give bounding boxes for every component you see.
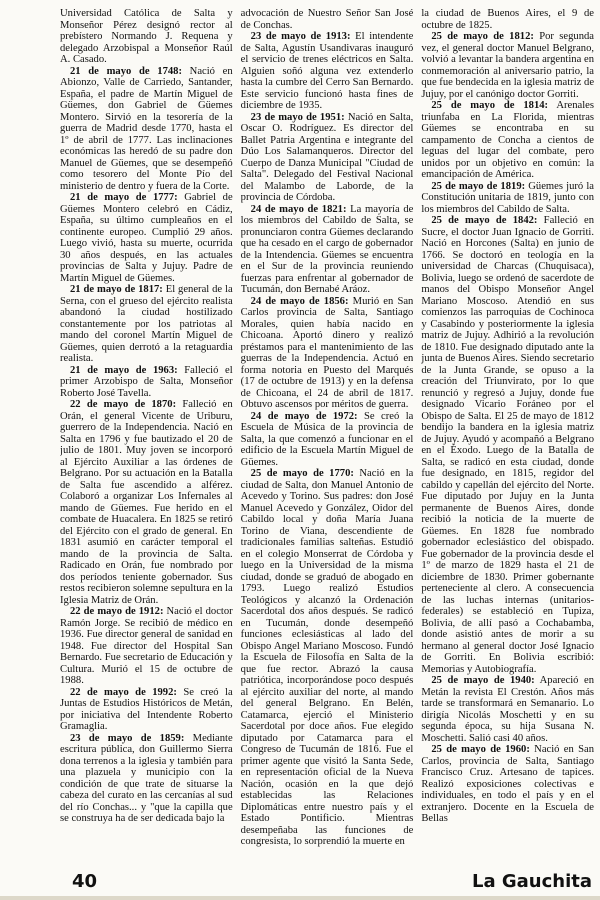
chronology-entry <box>421 181 594 216</box>
entry-date: 24 de mayo de 1821: <box>250 203 347 215</box>
entry-date: 21 de mayo de 1748: <box>70 65 182 77</box>
entry-text: Nació en San Carlos, provincia de Salta, Santiago Francisco Cruz. Artesano de tapices. Realizó exposiciones colectivas e individuales, en todo el país y en el extranjero. Docente en la Escuela de Bellas <box>421 744 595 824</box>
page-number: 40 <box>72 871 98 892</box>
entry-date: 24 de mayo de 1856: <box>250 295 349 307</box>
column-1 <box>60 8 233 864</box>
entry-date: 22 de mayo de 1870: <box>70 399 177 410</box>
chronology-entry <box>241 204 414 296</box>
entry-text: El intendente de Salta, Agustín Usandivaras inauguró el servicio de trenes eléctricos en Salta. Alguien soñó alguna vez extenderlo hasta la cumbre del Cerro San Bernardo. Este servicio funcionó hasta fines de diciembre de 1935. <box>240 31 414 111</box>
chronology-entry <box>60 733 233 825</box>
chronology-entry <box>60 8 233 66</box>
entry-text: Arenales triunfaba en La Florida, mientras Güemes se encontraba en su campamento de Concha a cientos de leguas del lugar del combate, pero unidos por un objetivo en común: la emancipación de América. <box>421 100 595 180</box>
entry-text: Falleció en Sucre, el doctor Juan Ignacio de Gorriti. Nació en Horcones (Salta) en junio de 1766. Se doctoró en teología en la universidad de Charcas (Chuquisaca), Bolivia, luego se ordenó de sacerdote de manos del Obispo Monseñor Angel Mariano Moscoso. Atendió en sus comienzos las parroquias de Cochinoca y Casabindo y posteriormente la iglesia matriz de Jujuy. Adhirió a la revolución de 1810. Fue designado diputado ante la junta de Buenos Aires. Siendo secretario de la Junta Grande, se opuso a la creación del Triunvirato, por lo que renunció y regresó a Jujuy, donde fue designado Vicario Foráneo por el Obispo de Salta. El 25 de mayo de 1812 bendijo la bandera en la iglesia matriz de Jujuy. Ayudó y acompañó a Belgrano en el Éxodo. Luego de la Batalla de Salta, se radicó en esta ciudad, donde fue designado, en 1815, regidor del cabildo y capellán del ejército del Norte. Fue diputado por Jujuy en la Junta permanente de Buenos Aires, donde recibió la noticia de la muerte de Güemes. En 1828 fue nombrado gobernador eclesiástico del obispado. Fue gobernador de la provincia desde el 1º de marzo de 1829 hasta el 21 de diciembre de 1830. Primer gobernante perteneciente al clero. A consecuencia de las luchas internas (unitarios-federales) se estableció en Tupiza, Bolivia, de allí pasó a Cochabamba, donde asistió antes de morir a su hermano al general doctor José Ignacio de Gorriti. En Bolivia escribió: Memorias y Autobiografía. <box>421 215 595 675</box>
chronology-entry <box>421 675 594 744</box>
entry-text: Universidad Católica de Salta y Monseñor Pérez designó rector al prebístero Normando J. Requena y delegado Arzobispal a Monseñor Raúl A. Casado. <box>60 8 233 65</box>
entry-date: 23 de mayo de 1913: <box>250 31 351 42</box>
entry-date: 21 de mayo de 1777: <box>70 192 178 203</box>
entry-text: Nació en Abionzo, Valle de Carriedo, Santander, España, el padre de Martín Miguel de Güemes, don Gabriel de Güemes Montero. Sirvió en la tesorería de la guerra de Madrid desde 1770, hasta el 1º de abril de 1777. Las inclinaciones económicas las heredó de su padre don Manuel de Güemes, que se desempeñó como tesorero del Monte Pío del ministerio de dentro y fuera de la Corte. <box>60 65 233 192</box>
entry-date: 23 de mayo de 1951: <box>250 111 345 123</box>
chronology-entry <box>421 100 594 181</box>
entry-text: Se creó la Juntas de Estudios Históricos de Metán, por iniciativa del Intendente Roberto Gramaglia. <box>60 686 233 732</box>
entry-date: 25 de mayo de 1819: <box>431 180 526 192</box>
entry-date: 21 de mayo de 1963: <box>70 364 178 376</box>
entry-date: 22 de mayo de 1912: <box>70 606 164 617</box>
entry-date: 25 de mayo de 1842: <box>431 215 538 226</box>
entry-text: Por segunda vez, el general doctor Manuel Belgrano, volvió a levantar la bandera argentina en conmemoración al aniversario patrio, la que fue bendecida en la iglesia matriz de Jujuy, por el canónigo doctor Gorriti. <box>421 31 595 100</box>
chronology-entry <box>60 687 233 733</box>
chronology-entry <box>421 744 594 825</box>
entry-text: Apareció en Metán la revista El Crestón. Años más tarde se transformará en Semanario. Lo dirigía Nicolás Moschetti y en su segunda época, su hija Susana N. Moschetti. Salió casi 40 años. <box>421 675 595 744</box>
entry-text: La mayoría de los miembros del Cabildo de Salta, se pronunciaron contra Güemes declarando que ha cesado en el cargo de gobernador de la Intendencia. Güemes se encuentra en el Sur de la provincia reuniendo fuerzas para enfrentar al gobernador de Tucumán, don Bernabé Aráoz. <box>240 203 414 295</box>
chronology-entry <box>421 8 594 31</box>
chronology-entry <box>241 296 414 411</box>
entry-text: Nació en Salta, Oscar O. Rodríguez. Es director del Ballet Patria Argentina e integrante del Dúo Los Salamanqueros. Director del Cuerpo de Danza Municipal "Ciudad de Salta". Delegado del Festival Nacional del Malambo de Laborde, de la provincia de Córdoba. <box>240 111 414 203</box>
entry-date: 25 de mayo de 1960: <box>431 744 530 755</box>
entry-text: Gabriel de Güemes Montero celebró en Cádiz, España, su último cumpleaños en el continente europeo. Cumplió 29 años. Luego vivió, hasta su muerte, ocurrida 30 años después, en las actuales provincias de Salta y Jujuy. Padre de Martín Miguel de Güemes. <box>60 192 233 284</box>
entry-text: Nació en la ciudad de Salta, don Manuel Antonio de Acevedo y Torino. Sus padres: don José Manuel Acevedo y González, Oidor del Cabildo local y doña María Juana Torino de Viana, descendiente de tradicionales familias salteñas. Estudió en el colegio Monserrat de Córdoba y luego en la Universidad de la misma ciudad, donde se graduó de abogado en 1793. Luego realizó Estudios Teológicos y alcanzó la Ordenación Sacerdotal dos años después. Se radicó en Tucumán, donde desempeñó funciones eclesiásticas al lado del Obispo Angel Mariano Moscoso. Fundó la Escuela de Filosofía en Salta de la que fue rector. Abrazó la causa patriótica, incorporándose poco después al ejército auxiliar del norte, al mando del general Belgrano. En Belén, Catamarca, ejerció el Ministerio Sacerdotal por doce años. Fue elegido diputado por Catamarca para el Congreso de Tucumán de 1816. Fue el primer agente que visitó la Santa Sede, en representación oficial de la Nueva Nación, ocasión en la que dejó establecidas las Relaciones Diplomáticas entre nuestro país y el Estado Pontificio. Mientras desempeñaba las funciones de congresista, lo sorprendió la muerte en <box>240 468 414 847</box>
entry-text: Güemes juró la Constitución unitaria de 1819, junto con los miembros del Cabildo de Salta. <box>421 180 595 215</box>
chronology-entry <box>241 411 414 469</box>
entry-date: 25 de mayo de 1770: <box>250 468 354 479</box>
entry-text: El general de la Serna, con el grueso del ejército realista abandonó la ciudad hostilizado constantemente por los patriotas al mando del coronel Martín Miguel de Güemes, quien derrotó a la retaguardia realista. <box>60 284 233 364</box>
entry-text: Nació el doctor Ramón Jorge. Se recibió de médico en 1936. Fue director general de sanidad en 1948. Fue director del Hospital San Bernardo. Fue secretario de Educación y Cultura. Murió el 15 de octubre de 1988. <box>60 606 233 686</box>
chronology-entry <box>241 112 414 204</box>
column-2 <box>241 8 414 864</box>
page-edge-shadow <box>0 896 600 900</box>
entry-text: Se creó la Escuela de Música de la provincia de Salta, la que comenzó a funcionar en el edificio de la Escuela Martín Miguel de Güemes. <box>240 410 414 468</box>
article-columns <box>60 8 594 864</box>
chronology-entry <box>60 399 233 606</box>
entry-text: advocación de Nuestro Señor San José de Conchas. <box>240 8 414 31</box>
entry-date: 25 de mayo de 1814: <box>431 100 549 111</box>
entry-date: 25 de mayo de 1812: <box>431 31 534 42</box>
entry-date: 24 de mayo de 1972: <box>250 410 358 422</box>
chronology-entry <box>60 66 233 193</box>
chronology-entry <box>60 365 233 400</box>
entry-date: 22 de mayo de 1992: <box>70 686 177 698</box>
entry-date: 25 de mayo de 1940: <box>431 675 535 686</box>
chronology-entry <box>241 8 414 31</box>
chronology-entry <box>241 31 414 112</box>
entry-text: Murió en San Carlos provincia de Salta, Santiago Morales, quien había nacido en Chicoana. Aportó dinero y realizó préstamos para el mantenimiento de las guerras de la Independencia. Actuó en forma notoria en Puesto del Marqués (17 de octubre de 1913) y en la defensa de Chicoana, el 24 de abril de 1817. Obtuvo ascensos por méritos de guerra. <box>240 295 414 410</box>
column-3 <box>421 8 594 864</box>
chronology-entry <box>60 284 233 365</box>
entry-text: la ciudad de Buenos Aires, el 9 de octubre de 1825. <box>421 8 595 31</box>
entry-text: Falleció en Orán, el general Vicente de Uriburu, guerrero de la Independencia. Nació en Salta en 1796 y fue bautizado el 20 de julio de 1801. Muy joven se incorporó al Ejército Auxiliar a las órdenes de Belgrano. Por su actuación en la Batalla de Salta fue ascendido a alférez. Colaboró a organizar Los Infernales al mando de Güemes. Fue herido en el combate de Huacalera. En 1825 se retiró del Ejército con el grado de general. En 1831 asumió en carácter temporal el mando de la provincia de Salta. Radicado en Orán, fue nombrado por dos períodos teniente gobernador. Sus restos recibieron solemne sepultura en la Iglesia Matriz de Orán. <box>60 399 233 606</box>
entry-date: 23 de mayo de 1859: <box>70 732 185 744</box>
chronology-entry <box>60 192 233 284</box>
chronology-entry <box>241 468 414 848</box>
magazine-brand: La Gauchita <box>471 871 592 892</box>
entry-text: Mediante escritura pública, don Guillermo Sierra dona terrenos a la iglesia y también para una plazuela y municipio con la condición de que trate de situarse la cabeza del curato en las cercanías al sud del río Conchas... y "que la capilla que se construya ha de ser dedicada bajo la <box>60 732 233 824</box>
chronology-entry <box>421 215 594 675</box>
chronology-entry <box>60 606 233 687</box>
chronology-entry <box>421 31 594 100</box>
entry-date: 21 de mayo de 1817: <box>70 284 163 295</box>
entry-text: Falleció el primer Arzobispo de Salta, Monseñor Roberto José Tavella. <box>60 364 233 399</box>
